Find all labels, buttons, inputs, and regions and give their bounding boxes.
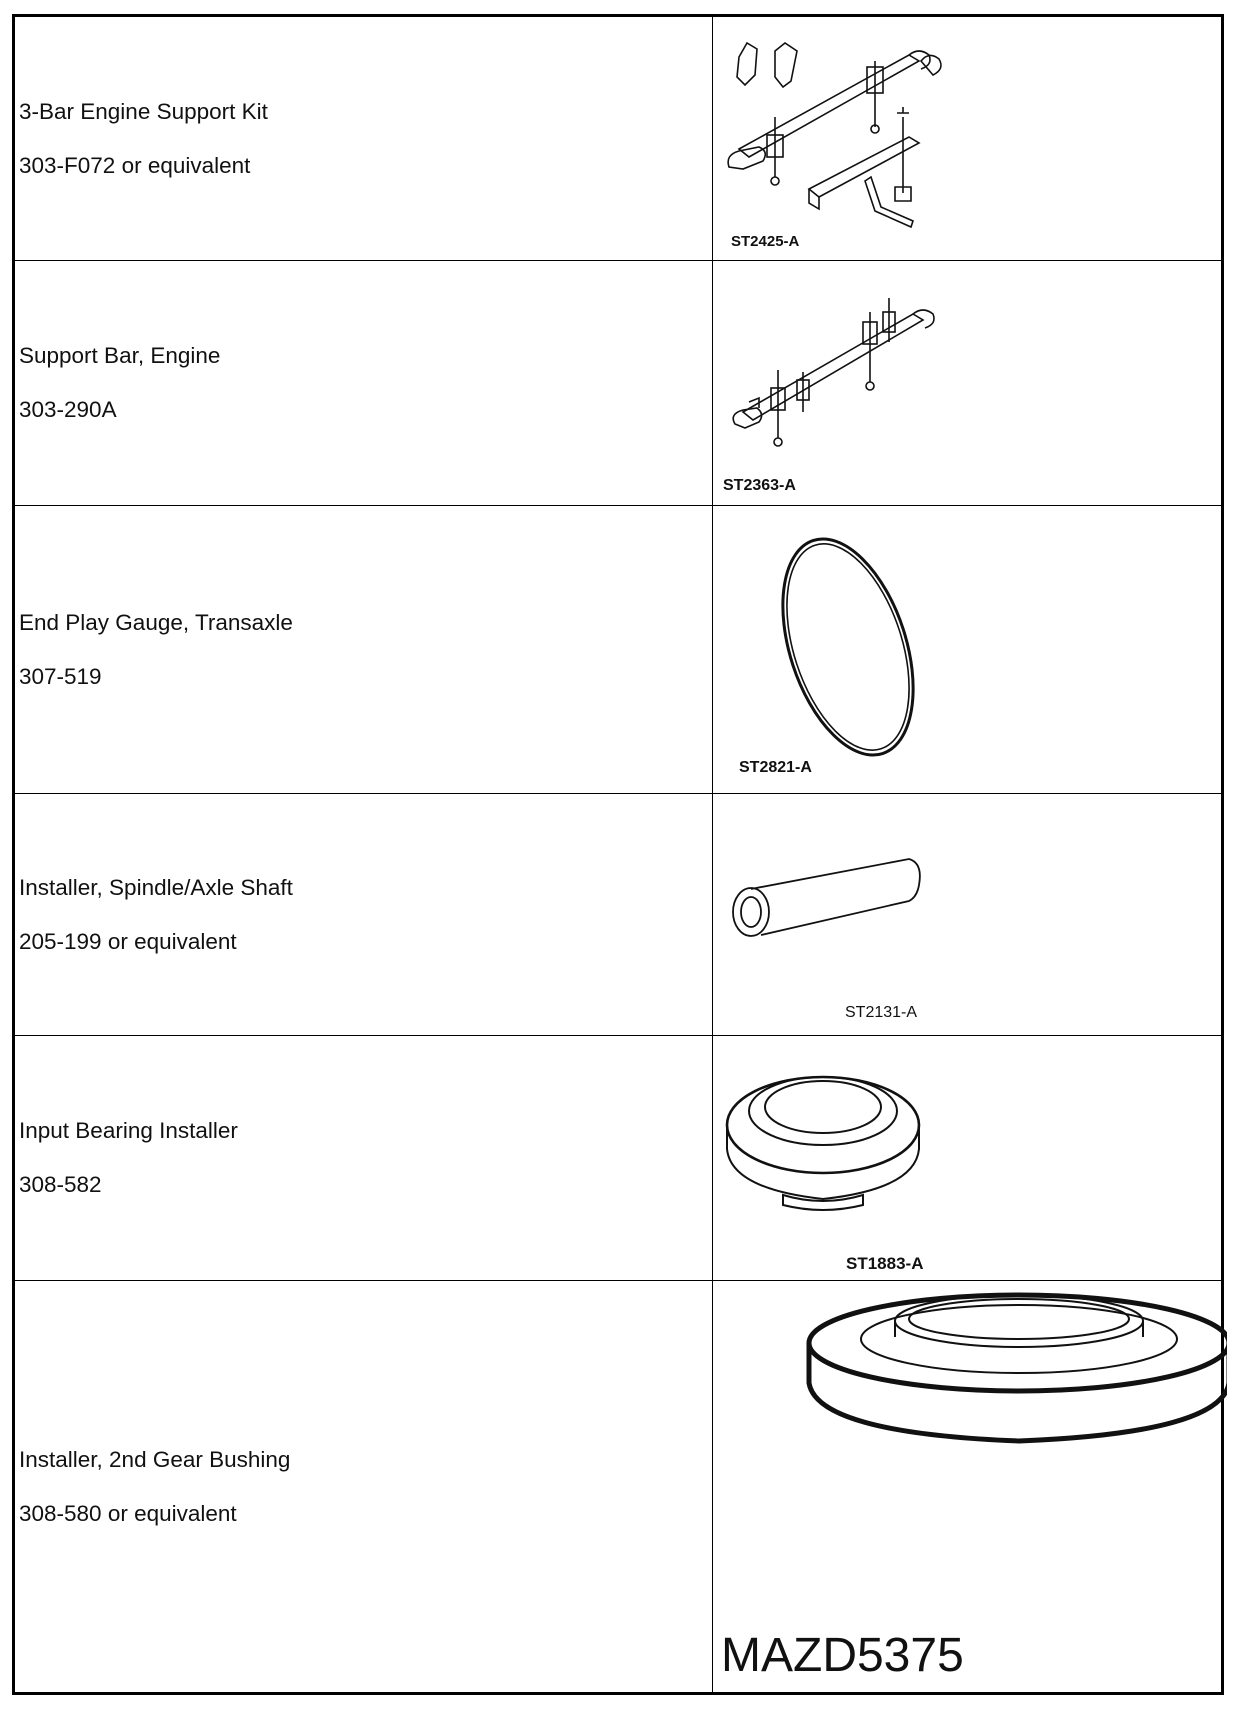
figure-id-label: ST2821-A (739, 758, 812, 776)
tool-number: 307-519 (19, 663, 102, 689)
tool-number: 308-582 (19, 1172, 102, 1197)
tool-name: 3-Bar Engine Support Kit (19, 98, 268, 124)
end-play-gauge-ring-icon (713, 507, 1227, 793)
tool-description-cell (14, 794, 713, 1036)
tool-number: 303-F072 or equivalent (19, 152, 251, 178)
table-row (14, 16, 1223, 261)
tool-number: 308-580 or equivalent (19, 1500, 237, 1526)
tool-name: Installer, Spindle/Axle Shaft (19, 874, 293, 900)
figure-id-label: ST2363-A (723, 476, 796, 494)
table-row (14, 506, 1223, 794)
figure-id-label: ST2425-A (731, 233, 800, 250)
axle-shaft-installer-tube-icon (713, 795, 1227, 1035)
engine-support-bar-icon (713, 262, 1227, 505)
tool-description-cell (14, 1036, 713, 1281)
table-row (14, 1281, 1223, 1694)
tool-illustration-cell (713, 794, 1223, 1036)
tool-name: Installer, 2nd Gear Bushing (19, 1446, 291, 1472)
table-row (14, 1036, 1223, 1281)
tool-illustration-cell (713, 261, 1223, 506)
tool-illustration-cell (713, 16, 1223, 261)
figure-id-label: ST1883-A (846, 1253, 924, 1273)
engine-support-kit-icon (713, 17, 1227, 260)
tool-description-cell (14, 261, 713, 506)
tool-name: Input Bearing Installer (19, 1118, 238, 1143)
tool-description-cell (14, 506, 713, 794)
tool-illustration-cell (713, 1036, 1223, 1281)
tool-number: 303-290A (19, 397, 117, 422)
gear-bushing-installer-icon (713, 1281, 1227, 1692)
tool-name: End Play Gauge, Transaxle (19, 609, 293, 635)
tool-illustration-cell (713, 1281, 1223, 1694)
bearing-installer-icon (713, 1037, 1227, 1280)
tool-description-cell (14, 1281, 713, 1694)
table-row (14, 794, 1223, 1036)
tool-number: 205-199 or equivalent (19, 928, 237, 954)
tool-name: Support Bar, Engine (19, 343, 221, 368)
table-row (14, 261, 1223, 506)
tool-illustration-cell (713, 506, 1223, 794)
tool-description-cell (14, 16, 713, 261)
special-tools-table (12, 14, 1224, 1695)
figure-id-label: ST2131-A (845, 1003, 918, 1021)
figure-id-label: MAZD5375 (721, 1629, 964, 1682)
